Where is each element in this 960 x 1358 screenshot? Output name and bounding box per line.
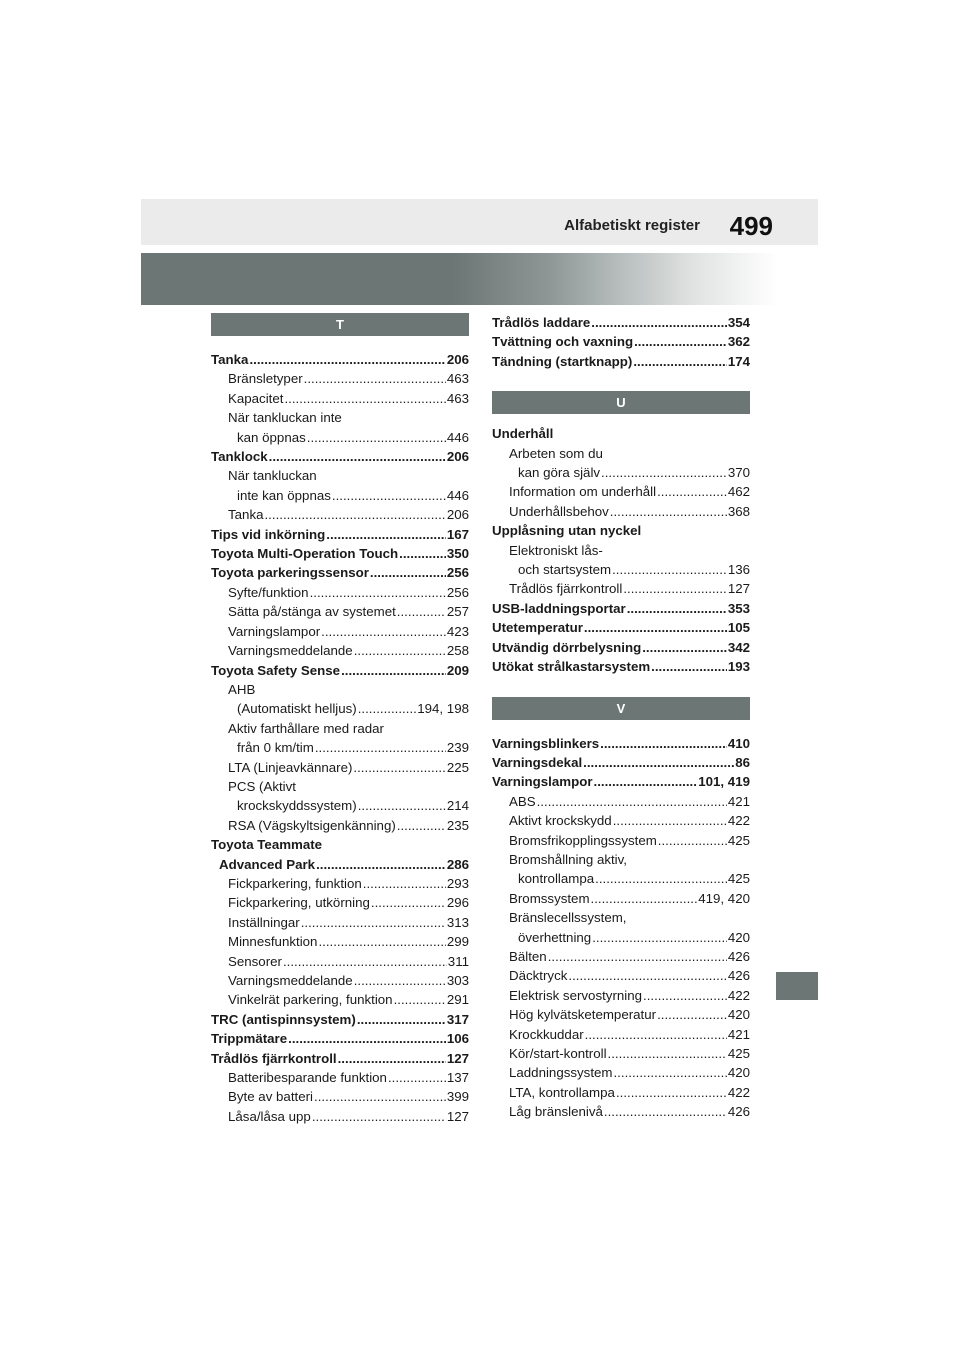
dot-leader bbox=[604, 1102, 727, 1121]
entry-page-number: 422 bbox=[727, 813, 750, 829]
entry-page-number: 86 bbox=[735, 754, 750, 770]
entry-page-number: 317 bbox=[446, 1011, 469, 1027]
dot-leader bbox=[249, 350, 445, 369]
dot-leader bbox=[657, 482, 727, 501]
index-subentry bbox=[211, 796, 469, 815]
dot-leader bbox=[316, 855, 446, 874]
entry-page-number: 174 bbox=[727, 353, 750, 369]
index-subentry bbox=[492, 986, 750, 1005]
index-subentry bbox=[492, 928, 750, 947]
entry-label: Låsa/låsa upp bbox=[228, 1108, 311, 1124]
entry-page-number: 354 bbox=[727, 315, 750, 330]
index-subentry bbox=[492, 579, 750, 598]
entry-page-number: 311 bbox=[447, 953, 469, 969]
entry-label: Sensorer bbox=[228, 953, 282, 969]
entry-label: Trådlös fjärrkontroll bbox=[509, 581, 623, 597]
entry-label: Aktiv farthållare med radar bbox=[228, 720, 384, 736]
index-entry bbox=[492, 657, 750, 676]
entry-page-number: 425 bbox=[727, 1046, 750, 1061]
entry-label: Hög kylvätsketemperatur bbox=[509, 1007, 657, 1023]
entry-page-number: 353 bbox=[727, 600, 750, 616]
index-subentry bbox=[211, 389, 469, 408]
dot-leader bbox=[591, 889, 698, 908]
index-entry bbox=[492, 638, 750, 657]
index-subentry bbox=[211, 874, 469, 893]
index-subentry bbox=[211, 486, 469, 505]
entry-page-number: 410 bbox=[727, 735, 750, 751]
dot-leader bbox=[642, 638, 727, 657]
entry-page-number: 426 bbox=[727, 968, 750, 984]
index-subentry bbox=[211, 699, 469, 718]
entry-page-number: 362 bbox=[727, 334, 750, 350]
entry-page-number: 136 bbox=[727, 562, 750, 578]
dot-leader bbox=[371, 893, 446, 912]
dot-leader bbox=[284, 389, 445, 408]
dot-leader bbox=[283, 952, 447, 971]
index-subentry bbox=[492, 1063, 750, 1082]
index-subentry bbox=[211, 738, 469, 757]
entry-label: Bränslecellssystem, bbox=[509, 910, 627, 926]
entry-page-number: 296 bbox=[446, 895, 469, 911]
entry-label: Kör/start-kontroll bbox=[509, 1046, 607, 1061]
entry-label: Fickparkering, funktion bbox=[228, 875, 362, 891]
index-subentry bbox=[211, 369, 469, 388]
index-subentry bbox=[492, 444, 750, 463]
entry-label: Varningsmeddelande bbox=[228, 973, 353, 988]
dot-leader bbox=[627, 599, 727, 618]
entry-page-number: 127 bbox=[446, 1108, 469, 1124]
dot-leader bbox=[315, 738, 446, 757]
entry-label: Trådlös laddare bbox=[492, 315, 591, 330]
entry-page-number: 105 bbox=[727, 620, 750, 636]
index-entry bbox=[211, 544, 469, 563]
entry-page-number: 293 bbox=[446, 875, 469, 891]
entry-label: PCS (Aktivt bbox=[228, 778, 296, 794]
index-entry bbox=[492, 352, 750, 371]
entry-label: Tvättning och vaxning bbox=[492, 334, 634, 350]
index-subentry bbox=[211, 990, 469, 1009]
entry-label: LTA, kontrollampa bbox=[509, 1084, 615, 1100]
section-title: Alfabetiskt register bbox=[564, 217, 700, 234]
letter-section-header: V bbox=[492, 697, 750, 720]
dot-leader bbox=[595, 869, 727, 888]
index-subentry bbox=[211, 602, 469, 621]
dot-leader bbox=[307, 428, 446, 447]
dot-leader bbox=[312, 1107, 446, 1126]
dot-leader bbox=[616, 1083, 727, 1102]
entry-page-number: 462 bbox=[727, 484, 750, 500]
index-entry bbox=[211, 350, 469, 369]
entry-page-number: 291 bbox=[446, 992, 469, 1008]
entry-label: Trådlös fjärrkontroll bbox=[211, 1050, 337, 1066]
index-subentry bbox=[211, 893, 469, 912]
entry-label: kontrollampa bbox=[518, 871, 595, 887]
dot-leader bbox=[594, 772, 698, 791]
entry-label: Bränsletyper bbox=[228, 371, 303, 387]
dot-leader bbox=[623, 579, 727, 598]
dot-leader bbox=[269, 447, 446, 466]
entry-label: inte kan öppnas bbox=[237, 487, 331, 503]
entry-label: Underhållsbehov bbox=[509, 503, 609, 519]
entry-label: Arbeten som du bbox=[509, 445, 603, 461]
entry-label: Utökat strålkastarsystem bbox=[492, 659, 651, 675]
dot-leader bbox=[585, 1025, 727, 1044]
index-entry bbox=[492, 332, 750, 351]
dot-leader bbox=[658, 831, 727, 850]
index-subentry bbox=[211, 680, 469, 699]
entry-label: Däcktryck bbox=[509, 968, 568, 984]
entry-page-number: 106 bbox=[446, 1031, 469, 1047]
entry-page-number: 342 bbox=[727, 639, 750, 655]
entry-page-number: 423 bbox=[446, 623, 469, 639]
dot-leader bbox=[388, 1068, 446, 1087]
entry-label: Utetemperatur bbox=[492, 620, 583, 636]
dot-leader bbox=[601, 463, 727, 482]
entry-label: Syfte/funktion bbox=[228, 584, 309, 600]
dot-leader bbox=[357, 1010, 446, 1029]
entry-label: Inställningar bbox=[228, 914, 300, 930]
letter-section-header: U bbox=[492, 391, 750, 414]
index-subentry bbox=[492, 502, 750, 521]
index-subentry bbox=[492, 463, 750, 482]
entry-page-number: 370 bbox=[727, 465, 750, 481]
index-subentry bbox=[492, 947, 750, 966]
index-subentry bbox=[492, 482, 750, 501]
dot-leader bbox=[338, 1049, 446, 1068]
entry-label: Sätta på/stänga av systemet bbox=[228, 604, 396, 620]
entry-page-number: 421 bbox=[727, 793, 750, 809]
index-subentry bbox=[492, 1005, 750, 1024]
entry-label: Bälten bbox=[509, 948, 547, 964]
dot-leader bbox=[634, 332, 727, 351]
entry-page-number: 422 bbox=[727, 987, 750, 1003]
entry-page-number: 258 bbox=[446, 643, 469, 659]
entry-page-number: 225 bbox=[446, 759, 469, 775]
dot-leader bbox=[397, 602, 446, 621]
entry-label: Upplåsning utan nyckel bbox=[492, 523, 642, 539]
entry-page-number: 426 bbox=[727, 948, 750, 964]
dot-leader bbox=[613, 1063, 726, 1082]
entry-page-number: 137 bbox=[446, 1070, 469, 1086]
index-subentry bbox=[492, 541, 750, 560]
dot-leader bbox=[332, 486, 446, 505]
entry-page-number: 299 bbox=[446, 934, 469, 950]
entry-label: krockskyddssystem) bbox=[237, 798, 357, 814]
entry-page-number: 420 bbox=[727, 1007, 750, 1023]
index-entry bbox=[211, 835, 469, 854]
entry-label: från 0 km/tim bbox=[237, 740, 314, 756]
entry-page-number: 426 bbox=[727, 1104, 750, 1120]
entry-label: Tanka bbox=[228, 507, 264, 523]
dot-leader bbox=[310, 583, 446, 602]
dot-leader bbox=[301, 913, 446, 932]
entry-page-number: 127 bbox=[727, 581, 750, 597]
index-entry bbox=[211, 1010, 469, 1029]
dot-leader bbox=[394, 990, 446, 1009]
index-entry bbox=[492, 313, 750, 332]
dot-leader bbox=[288, 1029, 446, 1048]
spacer bbox=[492, 414, 750, 424]
index-entry bbox=[211, 447, 469, 466]
index-entry bbox=[492, 599, 750, 618]
index-column-left bbox=[211, 313, 469, 1126]
index-entry bbox=[492, 734, 750, 753]
entry-label: och startsystem bbox=[518, 562, 612, 578]
entry-page-number: 446 bbox=[446, 487, 469, 503]
page-header bbox=[141, 199, 818, 245]
entry-label: Krockkuddar bbox=[509, 1026, 584, 1042]
index-entry bbox=[211, 525, 469, 544]
index-entry bbox=[211, 661, 469, 680]
dot-leader bbox=[358, 699, 417, 718]
dot-leader bbox=[314, 1087, 446, 1106]
dot-leader bbox=[592, 928, 727, 947]
index-subentry bbox=[211, 777, 469, 796]
entry-page-number: 425 bbox=[727, 871, 750, 887]
dot-leader bbox=[633, 352, 726, 371]
entry-page-number: 256 bbox=[446, 584, 469, 600]
dot-leader bbox=[613, 811, 727, 830]
entry-label: USB-laddningsportar bbox=[492, 600, 626, 616]
chapter-tab-marker bbox=[776, 972, 818, 1000]
index-subentry bbox=[492, 811, 750, 830]
entry-label: Utvändig dörrbelysning bbox=[492, 639, 642, 655]
entry-label: AHB bbox=[228, 681, 256, 697]
index-entry bbox=[211, 855, 469, 874]
entry-label: Laddningssystem bbox=[509, 1065, 613, 1081]
dot-leader bbox=[612, 560, 727, 579]
entry-page-number: 399 bbox=[446, 1089, 469, 1105]
index-entry bbox=[211, 563, 469, 582]
entry-label: Advanced Park bbox=[219, 856, 316, 872]
dot-leader bbox=[397, 816, 446, 835]
index-subentry bbox=[211, 622, 469, 641]
dot-leader bbox=[568, 966, 726, 985]
dot-leader bbox=[600, 734, 727, 753]
entry-page-number: 206 bbox=[446, 507, 469, 523]
entry-page-number: 257 bbox=[446, 604, 469, 620]
spacer bbox=[211, 336, 469, 350]
entry-label: När tankluckan bbox=[228, 468, 317, 484]
entry-label: Trippmätare bbox=[211, 1031, 288, 1047]
index-subentry bbox=[492, 850, 750, 869]
entry-page-number: 350 bbox=[446, 546, 469, 562]
entry-label: Tips vid inkörning bbox=[211, 526, 326, 542]
index-subentry bbox=[211, 1087, 469, 1106]
dot-leader bbox=[537, 792, 727, 811]
entry-page-number: 419, 420 bbox=[698, 890, 750, 906]
entry-page-number: 463 bbox=[446, 390, 469, 406]
index-subentry bbox=[492, 889, 750, 908]
index-entry bbox=[492, 521, 750, 540]
entry-page-number: 422 bbox=[727, 1084, 750, 1100]
dot-leader bbox=[354, 641, 446, 660]
index-subentry bbox=[211, 719, 469, 738]
entry-label: Byte av batteri bbox=[228, 1089, 313, 1105]
entry-page-number: 214 bbox=[446, 798, 469, 814]
dot-leader bbox=[399, 544, 446, 563]
entry-label: Batteribesparande funktion bbox=[228, 1070, 387, 1086]
dot-leader bbox=[353, 758, 445, 777]
entry-label: Toyota Multi-Operation Touch bbox=[211, 546, 399, 562]
entry-label: Varningslampor bbox=[228, 623, 321, 639]
entry-page-number: 235 bbox=[446, 817, 469, 833]
index-column-right bbox=[492, 313, 750, 1122]
index-subentry bbox=[211, 952, 469, 971]
entry-page-number: 193 bbox=[727, 659, 750, 675]
index-entry bbox=[492, 618, 750, 637]
dot-leader bbox=[358, 796, 446, 815]
entry-label: Elektroniskt lås- bbox=[509, 542, 603, 558]
entry-page-number: 286 bbox=[446, 856, 469, 872]
decorative-gradient-band bbox=[141, 253, 818, 305]
index-subentry bbox=[211, 913, 469, 932]
entry-page-number: 425 bbox=[727, 832, 750, 848]
index-subentry bbox=[211, 583, 469, 602]
dot-leader bbox=[548, 947, 727, 966]
entry-label: Varningslampor bbox=[492, 774, 593, 790]
dot-leader bbox=[584, 618, 727, 637]
dot-leader bbox=[610, 502, 727, 521]
entry-label: Varningsdekal bbox=[492, 754, 583, 770]
entry-label: Toyota Safety Sense bbox=[211, 662, 341, 678]
entry-page-number: 368 bbox=[727, 503, 750, 519]
index-subentry bbox=[492, 831, 750, 850]
dot-leader bbox=[657, 1005, 727, 1024]
dot-leader bbox=[643, 986, 727, 1005]
entry-page-number: 239 bbox=[446, 740, 469, 756]
index-subentry bbox=[211, 428, 469, 447]
index-subentry bbox=[492, 560, 750, 579]
index-entry bbox=[492, 772, 750, 791]
entry-page-number: 127 bbox=[446, 1050, 469, 1066]
index-subentry bbox=[211, 466, 469, 485]
entry-label: Vinkelrät parkering, funktion bbox=[228, 992, 393, 1008]
spacer bbox=[492, 371, 750, 391]
dot-leader bbox=[354, 971, 446, 990]
dot-leader bbox=[318, 932, 445, 951]
spacer bbox=[492, 677, 750, 697]
index-entry bbox=[492, 424, 750, 443]
index-subentry bbox=[211, 932, 469, 951]
entry-label: Elektrisk servostyrning bbox=[509, 987, 643, 1003]
entry-label: Toyota Teammate bbox=[211, 837, 323, 853]
dot-leader bbox=[583, 753, 734, 772]
entry-page-number: 256 bbox=[446, 565, 469, 581]
index-subentry bbox=[492, 792, 750, 811]
dot-leader bbox=[591, 313, 727, 332]
entry-label: LTA (Linjeavkännare) bbox=[228, 759, 353, 775]
index-subentry bbox=[211, 816, 469, 835]
dot-leader bbox=[651, 657, 727, 676]
index-subentry bbox=[492, 869, 750, 888]
entry-page-number: 420 bbox=[727, 1065, 750, 1081]
dot-leader bbox=[326, 525, 446, 544]
entry-label: Tanka bbox=[211, 352, 249, 367]
entry-label: Bromshållning aktiv, bbox=[509, 851, 627, 867]
index-subentry bbox=[211, 1107, 469, 1126]
dot-leader bbox=[363, 874, 446, 893]
entry-label: kan göra själv bbox=[518, 465, 601, 481]
entry-page-number: 194, 198 bbox=[417, 701, 469, 717]
index-entry bbox=[492, 753, 750, 772]
page-number: 499 bbox=[729, 211, 773, 241]
entry-page-number: 167 bbox=[446, 526, 469, 542]
entry-page-number: 303 bbox=[446, 973, 469, 988]
entry-label: Varningsblinkers bbox=[492, 735, 600, 751]
index-subentry bbox=[492, 1083, 750, 1102]
index-subentry bbox=[492, 1025, 750, 1044]
index-subentry bbox=[211, 408, 469, 427]
index-subentry bbox=[492, 1044, 750, 1063]
index-subentry bbox=[211, 641, 469, 660]
dot-leader bbox=[264, 505, 445, 524]
entry-label: (Automatiskt helljus) bbox=[237, 701, 357, 717]
entry-label: Varningsmeddelande bbox=[228, 643, 353, 659]
entry-page-number: 206 bbox=[446, 352, 469, 367]
entry-label: kan öppnas bbox=[237, 429, 306, 445]
entry-page-number: 313 bbox=[446, 914, 469, 930]
entry-label: Information om underhåll bbox=[509, 484, 657, 500]
entry-label: Toyota parkeringssensor bbox=[211, 565, 369, 581]
entry-label: RSA (Vägskyltsigenkänning) bbox=[228, 817, 396, 833]
entry-page-number: 446 bbox=[446, 429, 469, 445]
dot-leader bbox=[341, 661, 446, 680]
entry-label: Bromssystem bbox=[509, 890, 590, 906]
dot-leader bbox=[304, 369, 446, 388]
index-entry bbox=[211, 1049, 469, 1068]
dot-leader bbox=[370, 563, 446, 582]
dot-leader bbox=[321, 622, 446, 641]
index-entry bbox=[211, 1029, 469, 1048]
index-subentry bbox=[211, 971, 469, 990]
index-subentry bbox=[492, 966, 750, 985]
index-subentry bbox=[211, 505, 469, 524]
entry-label: Fickparkering, utkörning bbox=[228, 895, 370, 911]
index-subentry bbox=[492, 908, 750, 927]
entry-label: Tändning (startknapp) bbox=[492, 353, 633, 369]
index-subentry bbox=[211, 758, 469, 777]
spacer bbox=[492, 720, 750, 734]
entry-label: överhettning bbox=[518, 929, 592, 945]
entry-label: När tankluckan inte bbox=[228, 410, 342, 426]
entry-label: Aktivt krockskydd bbox=[509, 813, 612, 829]
entry-label: Kapacitet bbox=[228, 390, 284, 406]
entry-label: ABS bbox=[509, 793, 536, 809]
dot-leader bbox=[608, 1044, 727, 1063]
entry-label: Minnesfunktion bbox=[228, 934, 318, 950]
entry-label: Bromsfrikopplingssystem bbox=[509, 832, 657, 848]
entry-page-number: 420 bbox=[727, 929, 750, 945]
index-subentry bbox=[211, 1068, 469, 1087]
letter-section-header: T bbox=[211, 313, 469, 336]
entry-label: Låg bränslenivå bbox=[509, 1104, 603, 1120]
entry-page-number: 463 bbox=[446, 371, 469, 387]
entry-page-number: 206 bbox=[446, 449, 469, 465]
entry-page-number: 421 bbox=[727, 1026, 750, 1042]
index-subentry bbox=[492, 1102, 750, 1121]
entry-page-number: 101, 419 bbox=[698, 774, 750, 790]
entry-label: TRC (antispinnsystem) bbox=[211, 1011, 356, 1027]
entry-page-number: 209 bbox=[446, 662, 469, 678]
entry-label: Tanklock bbox=[211, 449, 268, 465]
entry-label: Underhåll bbox=[492, 426, 554, 442]
